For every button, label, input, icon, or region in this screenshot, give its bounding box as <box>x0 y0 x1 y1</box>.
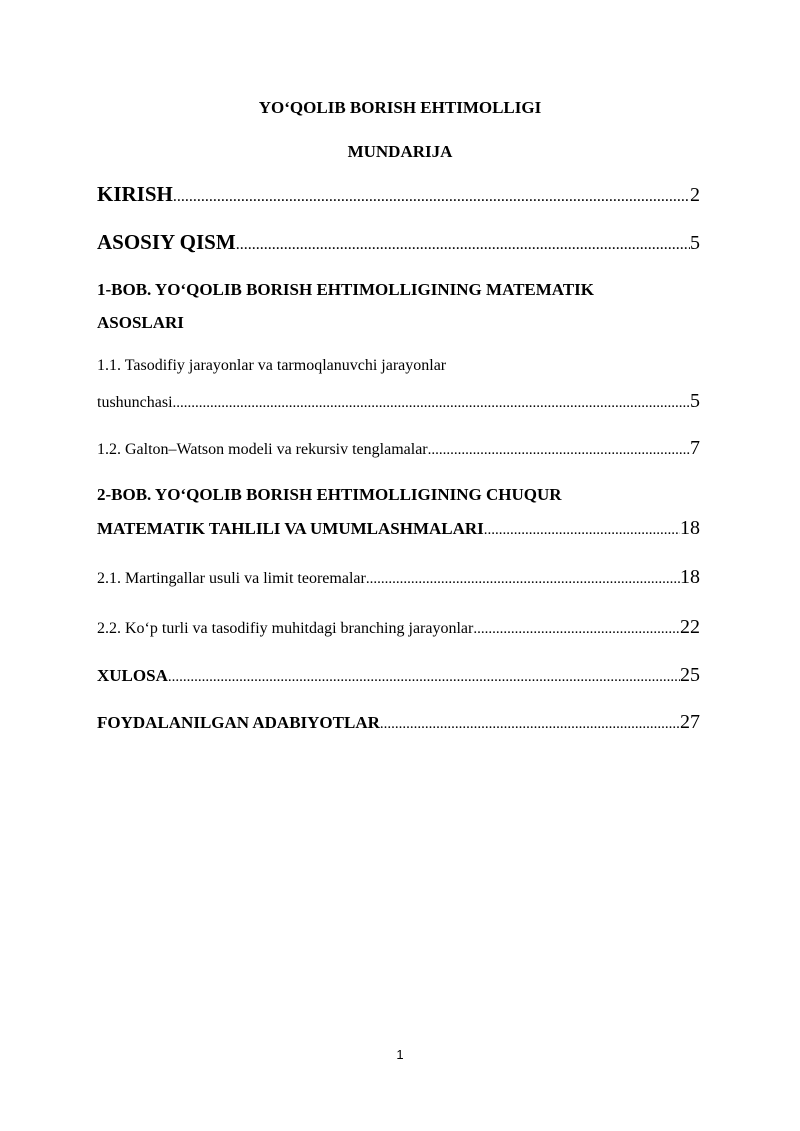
toc-leader-dots <box>173 188 690 206</box>
toc-entry-2-2[interactable] <box>97 616 700 639</box>
toc-entry-xulosa[interactable] <box>97 664 700 687</box>
toc-page-number: 27 <box>680 711 700 733</box>
toc-entry-label: XULOSA <box>97 666 168 685</box>
toc-entry-label: KIRISH <box>97 182 173 206</box>
toc-entry-bob-2[interactable] <box>97 485 700 505</box>
toc-page-number: 7 <box>690 437 700 459</box>
toc-page-number: 18 <box>680 517 700 539</box>
toc-entry-label-line1: 2-BOB. YO‘QOLIB BORISH EHTIMOLLIGINING CHUQUR <box>97 485 562 504</box>
toc-entry-label-line2: ASOSLARI <box>97 313 184 332</box>
toc-entry-label-line1: 1-BOB. YO‘QOLIB BORISH EHTIMOLLIGINING MATEMATIK <box>97 280 595 299</box>
toc-entry-1-1-cont[interactable] <box>97 390 700 413</box>
toc-page-number: 25 <box>680 664 700 686</box>
toc-entry-label: FOYDALANILGAN ADABIYOTLAR <box>97 713 380 732</box>
toc-entry-label-line2: MATEMATIK TAHLILI VA UMUMLASHMALARI <box>97 519 484 538</box>
toc-leader-dots <box>366 571 680 588</box>
toc-heading: MUNDARIJA <box>347 142 453 161</box>
toc-page-number: 2 <box>690 184 700 206</box>
toc-entry-1-2[interactable] <box>97 437 700 460</box>
toc-entry-label: 2.1. Martingallar usuli va limit teoremalar <box>97 570 366 587</box>
toc-leader-dots <box>428 442 690 459</box>
toc-entry-2-1[interactable] <box>97 566 700 589</box>
toc-entry-asosiy-qism[interactable] <box>97 230 700 255</box>
toc-page-number: 5 <box>690 232 700 254</box>
toc-leader-dots <box>473 621 680 638</box>
toc-entry-bob-1[interactable] <box>97 280 700 300</box>
toc-page-number: 22 <box>680 616 700 638</box>
toc-entry-label: 1.2. Galton–Watson modeli va rekursiv tenglamalar <box>97 441 428 458</box>
toc-leader-dots <box>168 669 680 686</box>
page-number: 1 <box>396 1047 404 1062</box>
toc-entry-label-line2: tushunchasi <box>97 394 173 411</box>
toc-entry-1-1[interactable] <box>97 357 700 375</box>
toc-entry-label-line1: 1.1. Tasodifiy jarayonlar va tarmoqlanuvchi jarayonlar <box>97 357 447 374</box>
toc-entry-bob-2-cont[interactable] <box>97 517 700 540</box>
toc-entry-adabiyotlar[interactable] <box>97 711 700 734</box>
toc-entry-label: ASOSIY QISM <box>97 230 236 254</box>
toc-entry-kirish[interactable] <box>97 182 700 207</box>
document-title: YO‘QOLIB BORISH EHTIMOLLIGI <box>258 98 542 117</box>
toc-leader-dots <box>173 395 690 412</box>
toc-leader-dots <box>236 236 690 254</box>
toc-entry-bob-1-cont <box>97 313 700 333</box>
toc-leader-dots <box>380 716 680 733</box>
toc-page-number: 5 <box>690 390 700 412</box>
toc-entry-label: 2.2. Ko‘p turli va tasodifiy muhitdagi branching jarayonlar <box>97 620 474 637</box>
toc-leader-dots <box>484 522 680 539</box>
toc-page-number: 18 <box>680 566 700 588</box>
